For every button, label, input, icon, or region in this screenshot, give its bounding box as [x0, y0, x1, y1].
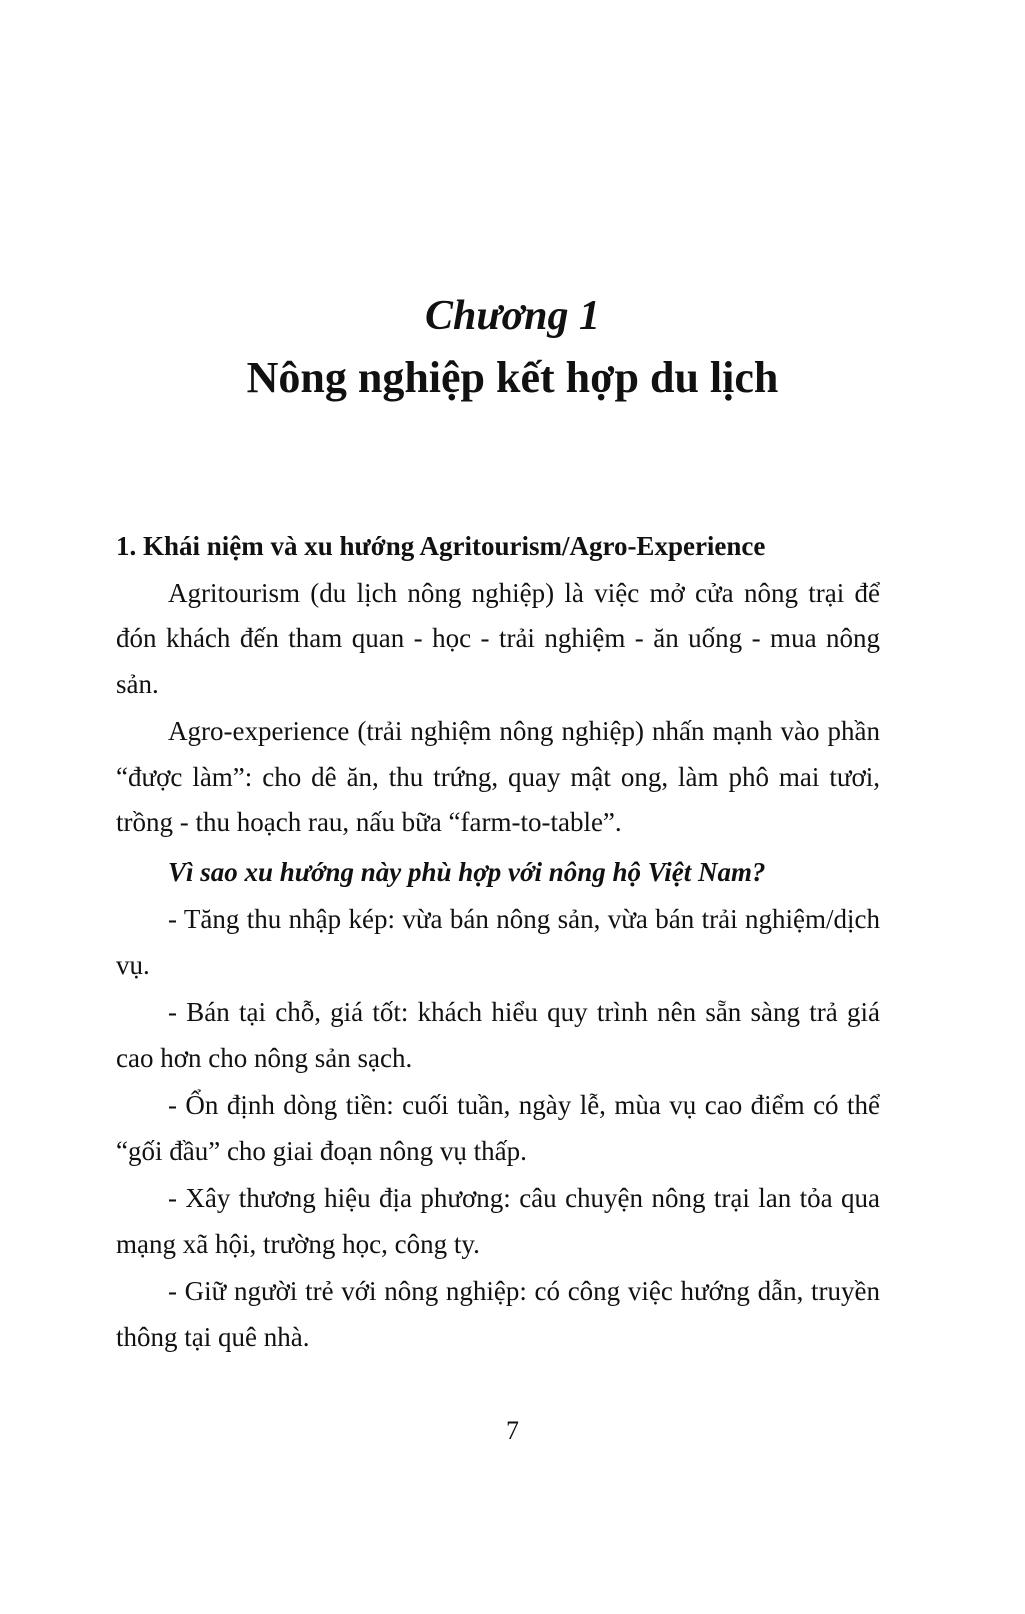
- paragraph: Agritourism (du lịch nông nghiệp) là việc mở cửa nông trại để đón khách đến tham quan - học - trải nghiệm - ăn uống - mua nông sản.: [116, 577, 880, 699]
- bullet-item: - Bán tại chỗ, giá tốt: khách hiểu quy trình nên sẵn sàng trả giá cao hơn cho nông sản sạch.: [116, 997, 880, 1073]
- bullet-item: - Xây thương hiệu địa phương: câu chuyện nông trại lan tỏa qua mạng xã hội, trường học, công ty.: [116, 1183, 880, 1259]
- bullet-item: - Ổn định dòng tiền: cuối tuần, ngày lễ, mùa vụ cao điểm có thể “gối đầu” cho giai đoạn nông vụ thấp.: [116, 1090, 880, 1166]
- paragraph: Agro-experience (trải nghiệm nông nghiệp) nhấn mạnh vào phần “được làm”: cho dê ăn, thu trứng, quay mật ong, làm phô mai tươi, trồng - thu hoạch rau, nấu bữa “farm-to-table”.: [116, 716, 880, 837]
- bullet-item: - Giữ người trẻ với nông nghiệp: có công việc hướng dẫn, truyền thông tại quê nhà.: [116, 1276, 880, 1352]
- chapter-number: Chương 1: [425, 293, 600, 339]
- section-body: [116, 524, 880, 1362]
- question-subheading: Vì sao xu hướng này phù hợp với nông hộ Việt Nam?: [168, 856, 766, 887]
- bullet-item: - Tăng thu nhập kép: vừa bán nông sản, vừa bán trải nghiệm/dịch vụ.: [116, 904, 880, 980]
- section-heading: 1. Khái niệm và xu hướng Agritourism/Agro-Experience: [116, 531, 766, 561]
- page-number: 7: [506, 1416, 519, 1445]
- chapter-title: Nông nghiệp kết hợp du lịch: [246, 353, 779, 402]
